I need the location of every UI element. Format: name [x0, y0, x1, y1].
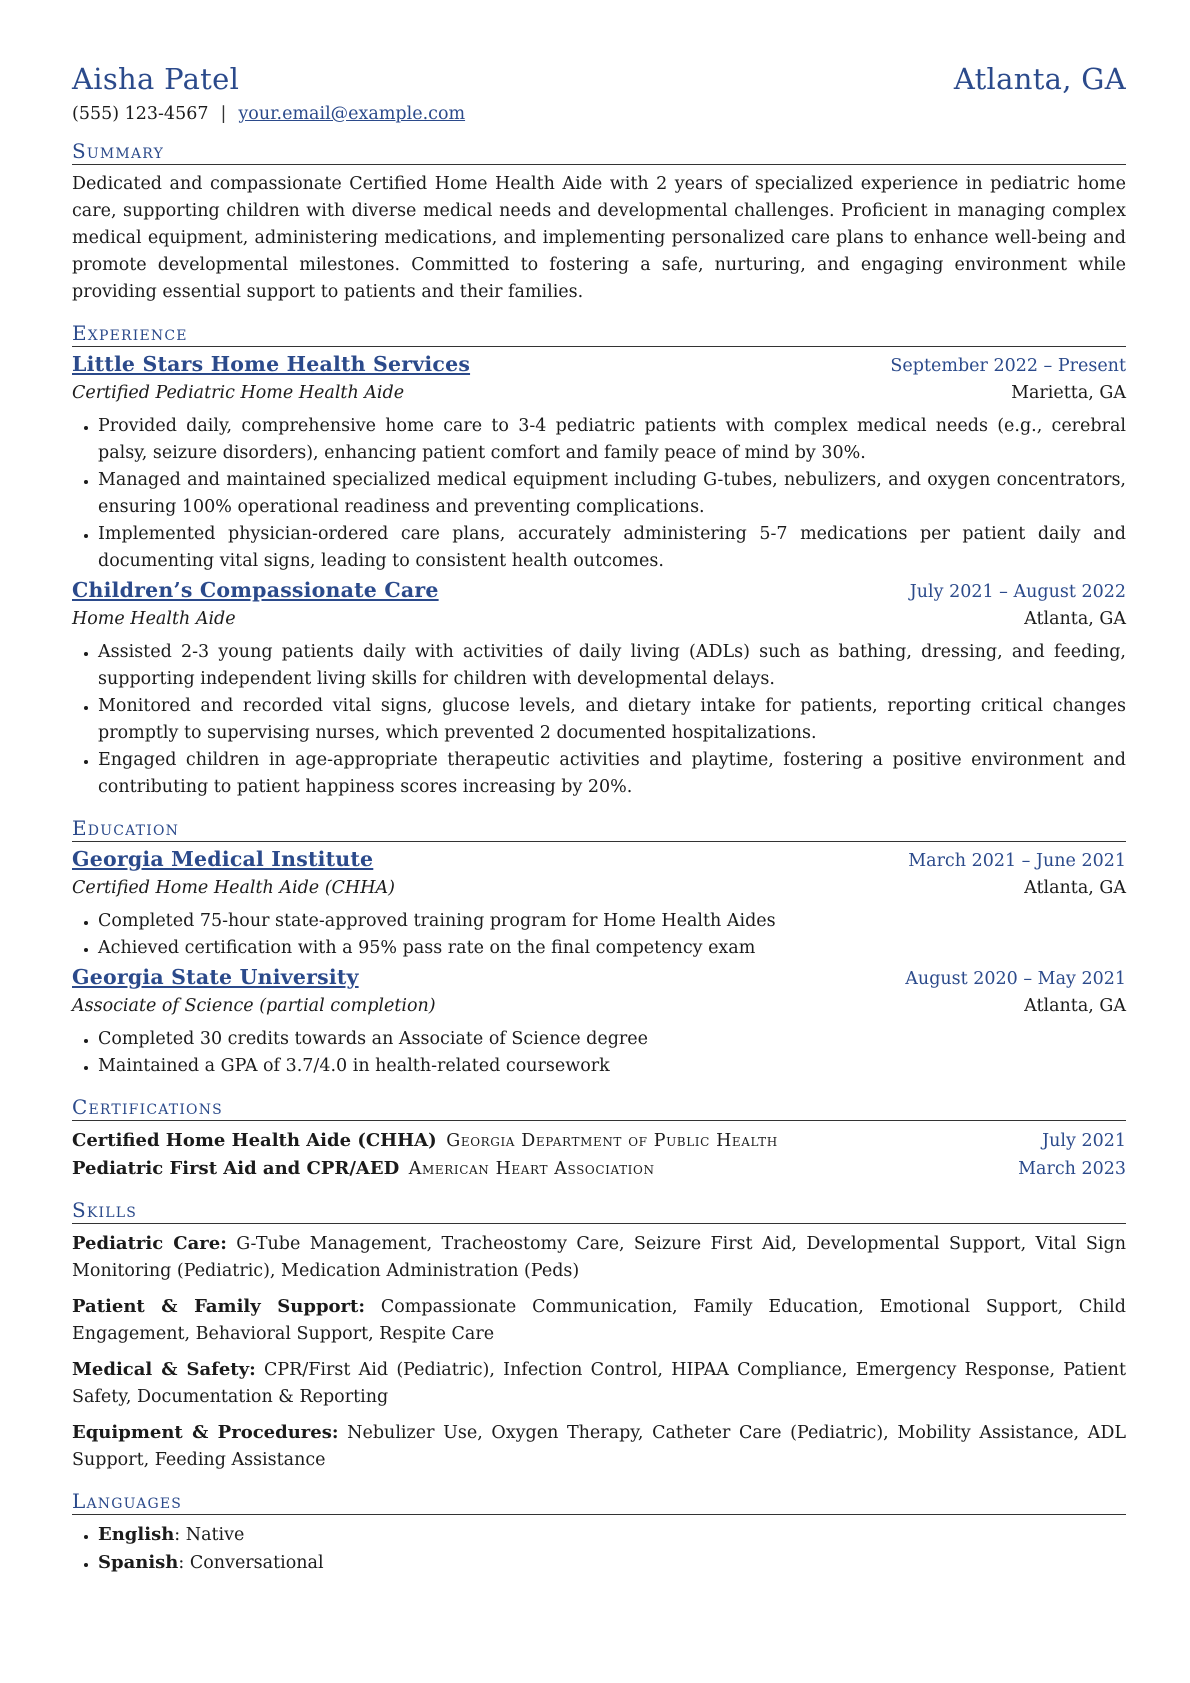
phone-number: (555) 123-4567 [72, 104, 209, 124]
job-title: Home Health Aide [72, 609, 236, 629]
language-list [72, 1521, 1126, 1577]
education-entry [72, 844, 1126, 962]
certification-row [72, 1127, 1126, 1155]
skill-group-label: Medical & Safety: [72, 1359, 256, 1380]
list-item: • Engaged children in age-appropriate therapeutic activities and playtime, fostering a positive environment and contributing to patient happiness scores increasing by 20%. [98, 747, 1126, 801]
bullet-list [72, 639, 1126, 801]
entry-date: August 2020 – May 2021 [905, 969, 1126, 989]
certification-row [72, 1155, 1126, 1183]
employer-link[interactable]: Little Stars Home Health Services [72, 352, 471, 376]
experience-entry [72, 349, 1126, 575]
education-entry [72, 962, 1126, 1080]
list-item: • Assisted 2-3 young patients daily with activities of daily living (ADLs) such as bathing, dressing, and feeding, supporting independent living skills for children with developmental delays. [98, 639, 1126, 693]
entry-location: Atlanta, GA [1024, 996, 1126, 1016]
experience-entry [72, 575, 1126, 801]
candidate-location: Atlanta, GA [953, 62, 1126, 96]
credential-title: Associate of Science (partial completion) [72, 996, 436, 1016]
list-item: • Completed 75-hour state-approved training program for Home Health Aides [98, 908, 1126, 935]
skill-group [72, 1419, 1126, 1474]
skill-group-items: Nebulizer Use, Oxygen Therapy, Catheter Care (Pediatric), Mobility Assistance, ADL Support, Feeding Assistance [72, 1423, 1126, 1470]
skill-group [72, 1230, 1126, 1285]
list-item: • Completed 30 credits towards an Associate of Science degree [98, 1026, 1126, 1053]
skill-group [72, 1293, 1126, 1348]
list-item: • Monitored and recorded vital signs, glucose levels, and dietary intake for patients, reporting critical changes promptly to supervising nurses, which prevented 2 documented hospitalizations. [98, 693, 1126, 747]
section-title-certifications: Certifications [72, 1094, 1126, 1121]
list-item: • Achieved certification with a 95% pass rate on the final competency exam [98, 935, 1126, 962]
certification-date: March 2023 [1018, 1159, 1126, 1179]
entry-location: Atlanta, GA [1024, 878, 1126, 898]
list-item: • Managed and maintained specialized medical equipment including G-tubes, nebulizers, and oxygen concentrators, ensuring 100% operational readiness and preventing complications. [98, 467, 1126, 521]
list-item: • Provided daily, comprehensive home care to 3-4 pediatric patients with complex medical needs (e.g., cerebral palsy, seizure disorders), enhancing patient comfort and family peace of mind by 30%. [98, 413, 1126, 467]
entry-date: March 2021 – June 2021 [908, 851, 1126, 871]
school-link[interactable]: Georgia State University [72, 965, 359, 989]
section-title-experience: Experience [72, 320, 1126, 347]
certification-issuer: Georgia Department of Public Health [446, 1131, 778, 1151]
section-title-skills: Skills [72, 1197, 1126, 1224]
school-link[interactable]: Georgia Medical Institute [72, 847, 374, 871]
summary-text: Dedicated and compassionate Certified Home Health Aide with 2 years of specialized experience in pediatric home care, supporting children with diverse medical needs and developmental challenges. Proficient in managing complex medical equipment, administering medications, and implementing personalized care plans to enhance well-being and promote developmental milestones. Committed to fostering a safe, nurturing, and engaging environment while providing essential support to patients and their families. [72, 174, 1126, 302]
skill-group-label: Pediatric Care: [72, 1233, 227, 1254]
entry-location: Marietta, GA [1011, 383, 1126, 403]
job-title: Certified Pediatric Home Health Aide [72, 383, 405, 403]
skill-group-items: G-Tube Management, Tracheostomy Care, Seizure First Aid, Developmental Support, Vital Sign Monitoring (Pediatric), Medication Administration (Peds) [72, 1234, 1126, 1281]
list-item [98, 1521, 1126, 1549]
bullet-list [72, 413, 1126, 575]
certification-name: Certified Home Health Aide (CHHA) [72, 1130, 437, 1151]
list-item [98, 1549, 1126, 1577]
section-title-education: Education [72, 815, 1126, 842]
skill-group-items: CPR/First Aid (Pediatric), Infection Control, HIPAA Compliance, Emergency Response, Patient Safety, Documentation & Reporting [72, 1360, 1126, 1407]
resume-header [72, 62, 1126, 96]
bullet-list [72, 908, 1126, 962]
certification-issuer: American Heart Association [408, 1159, 655, 1179]
list-item: • Maintained a GPA of 3.7/4.0 in health-related coursework [98, 1053, 1126, 1080]
language-name: Spanish [98, 1552, 179, 1573]
language-level: : Conversational [178, 1553, 324, 1573]
section-title-summary: Summary [72, 138, 1126, 165]
employer-link[interactable]: Children’s Compassionate Care [72, 578, 439, 602]
candidate-name: Aisha Patel [72, 62, 240, 96]
contact-line [72, 104, 1126, 124]
email-link[interactable]: your.email@example.com [238, 104, 466, 124]
certification-name: Pediatric First Aid and CPR/AED [72, 1158, 400, 1179]
section-title-languages: Languages [72, 1488, 1126, 1515]
bullet-list [72, 1026, 1126, 1080]
language-name: English [98, 1524, 175, 1545]
entry-date: July 2021 – August 2022 [909, 582, 1126, 602]
skill-group-items: Compassionate Communication, Family Education, Emotional Support, Child Engagement, Behavioral Support, Respite Care [72, 1297, 1126, 1344]
language-level: : Native [174, 1525, 245, 1545]
contact-separator: | [220, 104, 227, 124]
certification-date: July 2021 [1042, 1131, 1126, 1151]
list-item: • Implemented physician-ordered care plans, accurately administering 5-7 medications per patient daily and documenting vital signs, leading to consistent health outcomes. [98, 521, 1126, 575]
entry-location: Atlanta, GA [1024, 609, 1126, 629]
entry-date: September 2022 – Present [890, 356, 1126, 376]
credential-title: Certified Home Health Aide (CHHA) [72, 878, 395, 898]
skill-group [72, 1356, 1126, 1411]
skill-group-label: Patient & Family Support: [72, 1296, 366, 1317]
skill-group-label: Equipment & Procedures: [72, 1422, 339, 1443]
